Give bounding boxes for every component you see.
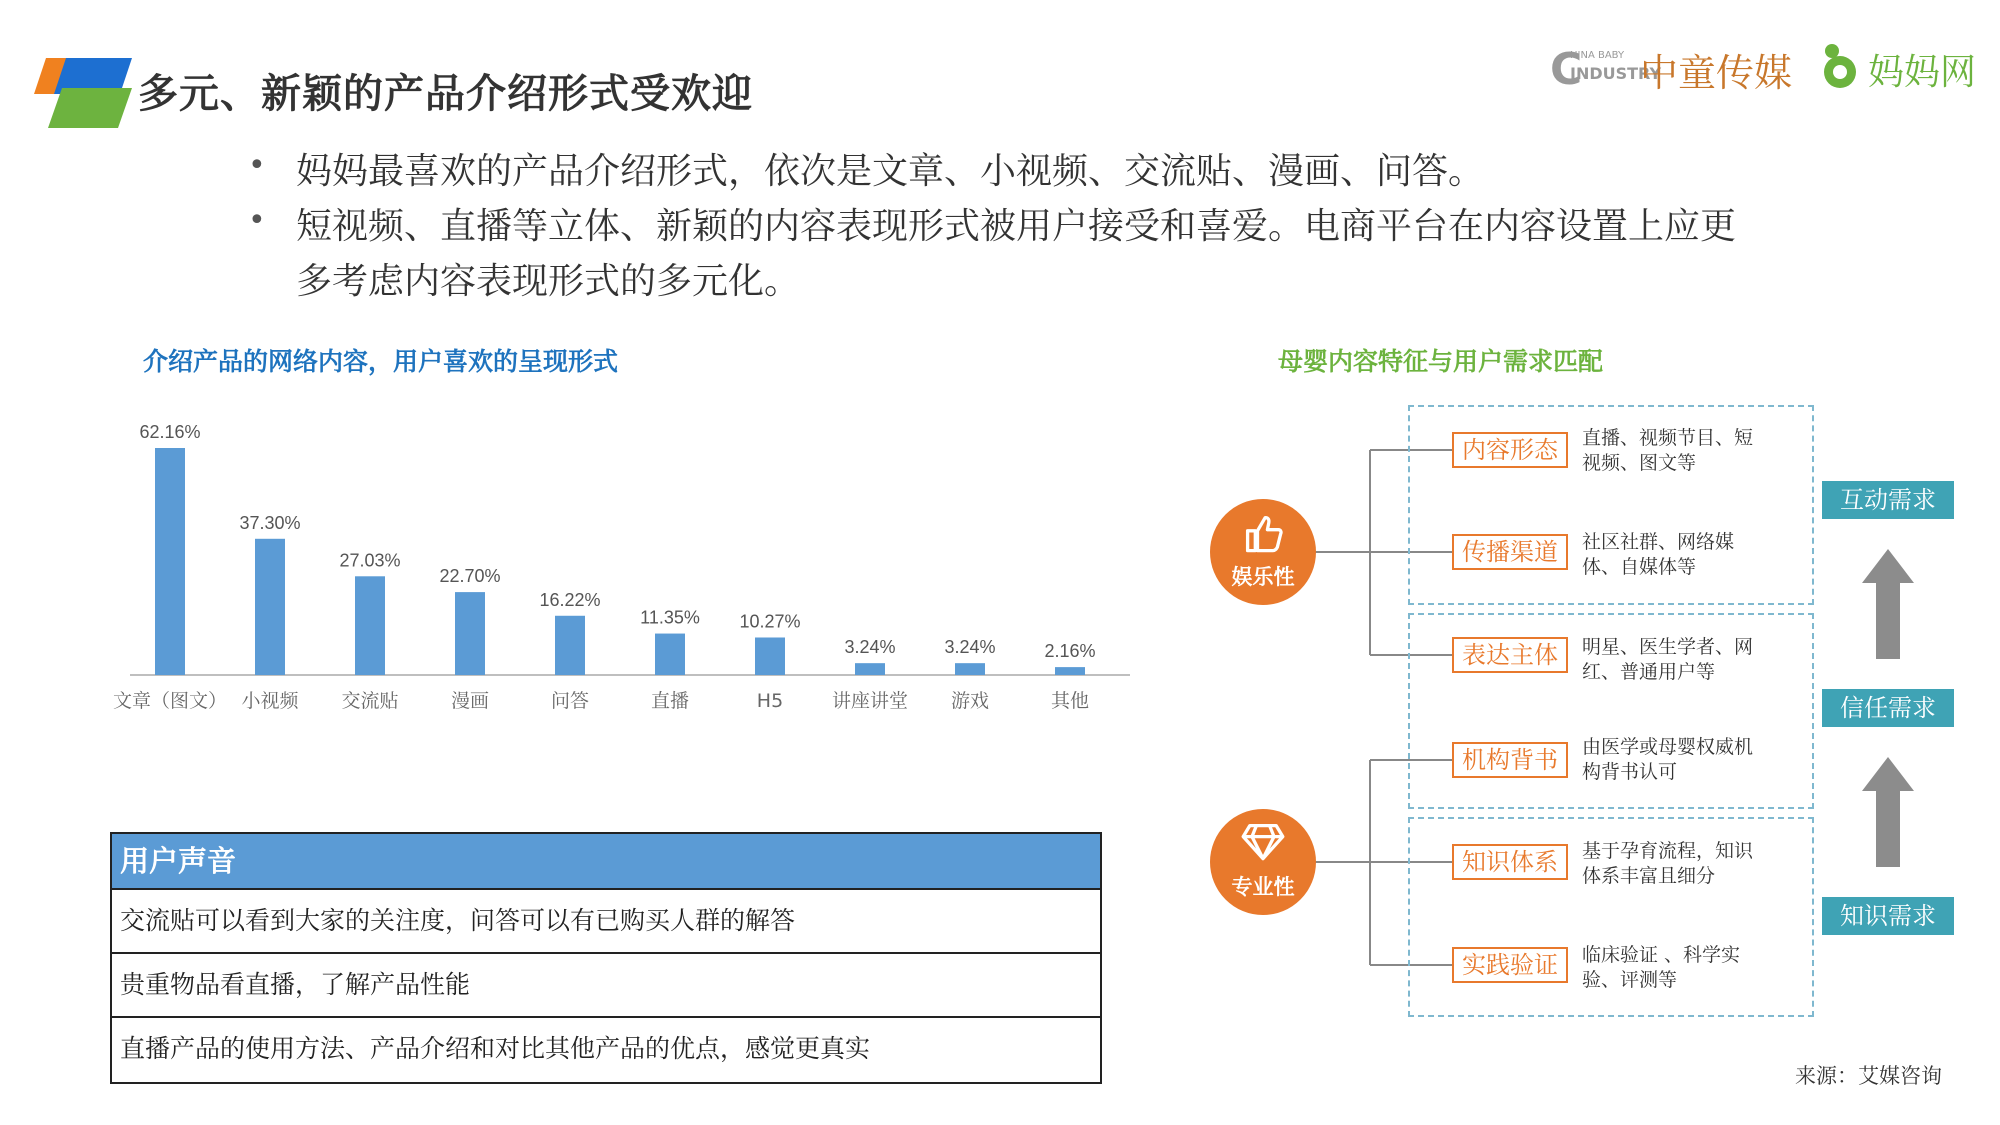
bar-5 (655, 634, 685, 675)
category-description: 由医学或母婴权威机 构背书认可 (1582, 736, 1754, 783)
category-label-1: 小视频 (241, 690, 299, 712)
need-knowledge: 知识需求 (1822, 897, 1954, 935)
professional-circle (1210, 809, 1316, 915)
category-box: 表达主体 (1452, 637, 1568, 673)
category-box: 知识体系 (1452, 844, 1568, 880)
entertainment-circle (1210, 499, 1316, 605)
arrow-up-icon (1858, 549, 1918, 659)
user-voice-table (110, 832, 1102, 1084)
bullet-marker: • (248, 148, 266, 183)
category-description: 社区社群、网络媒 体、自媒体等 (1582, 531, 1735, 578)
mamawang-logo-icon (1818, 42, 1862, 90)
logo-mark-icon (32, 54, 132, 128)
bar-3 (455, 592, 485, 675)
bullet-text: 短视频、直播等立体、新颖的内容表现形式被用户接受和喜爱。电商平台在内容设置上应更 (296, 206, 1737, 247)
category-box: 传播渠道 (1452, 534, 1568, 570)
arrow-up-icon (1858, 757, 1918, 867)
cbi-logo-icon: C HINA BABY INDUSTRY (1550, 44, 1662, 95)
source-note: 来源：艾媒咨询 (1795, 1064, 1942, 1088)
bar-1 (255, 539, 285, 675)
table-row: 贵重物品看直播，了解产品性能 (112, 954, 1100, 1018)
bar-4 (555, 616, 585, 675)
value-label-7: 3.24% (844, 637, 896, 658)
circle-label: 娱乐性 (1231, 565, 1295, 589)
bar-6 (755, 637, 785, 675)
category-description: 临床验证 、科学实 验、评测等 (1582, 944, 1741, 991)
table-row: 交流贴可以看到大家的关注度，问答可以有已购买人群的解答 (112, 890, 1100, 954)
value-label-0: 62.16% (139, 422, 201, 442)
category-label-6: H5 (756, 690, 784, 712)
circle-label: 专业性 (1231, 875, 1295, 899)
value-label-1: 37.30% (239, 512, 301, 533)
value-label-6: 10.27% (739, 611, 801, 632)
table-header: 用户声音 (112, 834, 1100, 890)
bullet-text: 多考虑内容表现形式的多元化。 (296, 261, 801, 302)
category-box: 实践验证 (1452, 947, 1568, 983)
need-interaction: 互动需求 (1822, 481, 1954, 519)
value-label-4: 16.22% (539, 589, 601, 610)
category-description: 基于孕育流程，知识 体系丰富且细分 (1582, 840, 1754, 887)
diamond-icon (1241, 819, 1285, 863)
bar-7 (855, 663, 885, 675)
need-trust: 信任需求 (1822, 689, 1954, 727)
thumbs-up-icon (1241, 511, 1285, 555)
diagram-title: 母婴内容特征与用户需求匹配 (1278, 347, 1604, 376)
value-label-2: 27.03% (339, 550, 401, 571)
category-description: 直播、视频节目、短 视频、图文等 (1582, 427, 1754, 474)
category-label-7: 讲座讲堂 (831, 690, 909, 712)
bar-chart (110, 400, 1140, 730)
bullet-marker: • (248, 203, 266, 238)
bar-0 (155, 448, 185, 675)
bullet-text: 妈妈最喜欢的产品介绍形式，依次是文章、小视频、交流贴、漫画、问答。 (296, 151, 1485, 192)
brand-name: 中童传媒 (1640, 51, 1793, 95)
category-label-2: 交流贴 (341, 690, 399, 712)
brand-name-second: 妈妈网 (1868, 52, 1977, 93)
bar-8 (955, 663, 985, 675)
category-description: 明星、医生学者、网 红、普通用户等 (1582, 636, 1754, 683)
chart-title: 介绍产品的网络内容，用户喜欢的呈现形式 (143, 347, 619, 376)
category-label-0: 文章（图文） (112, 690, 228, 712)
category-label-3: 漫画 (450, 690, 490, 712)
table-row: 直播产品的使用方法、产品介绍和对比其他产品的优点，感觉更真实 (120, 1034, 871, 1063)
category-label-9: 其他 (1050, 690, 1090, 712)
page-title: 多元、新颖的产品介绍形式受欢迎 (138, 71, 753, 117)
value-label-3: 22.70% (439, 566, 501, 587)
value-label-5: 11.35% (640, 607, 700, 628)
category-box: 内容形态 (1452, 432, 1568, 468)
brand-logos (1550, 40, 1977, 96)
category-label-4: 问答 (550, 690, 590, 712)
bar-9 (1055, 667, 1085, 675)
category-box: 机构背书 (1452, 742, 1568, 778)
category-label-5: 直播 (650, 690, 690, 712)
content-needs-diagram (1200, 395, 1980, 1035)
value-label-9: 2.16% (1044, 641, 1096, 662)
value-label-8: 3.24% (944, 637, 996, 658)
category-label-8: 游戏 (950, 690, 990, 712)
bar-2 (355, 576, 385, 675)
